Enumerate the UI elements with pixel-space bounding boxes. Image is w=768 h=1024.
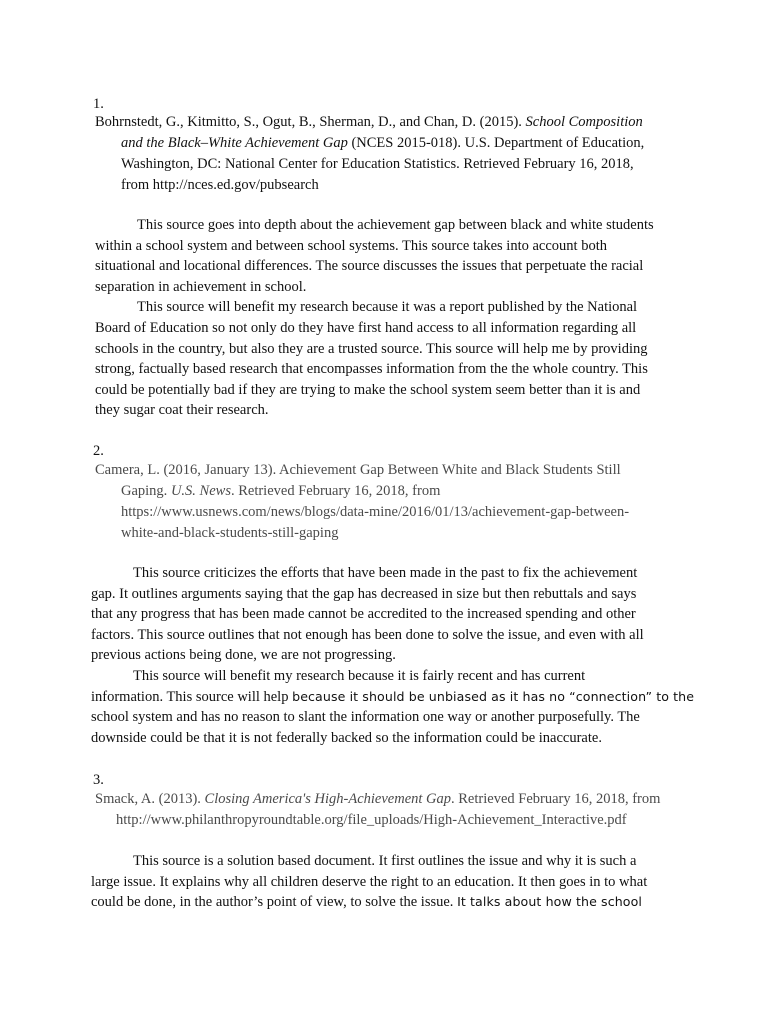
entry-number-3: 3.: [93, 772, 104, 788]
paragraph-line: schools in the country, but also they are a trusted source. This source will help me by providing: [95, 340, 648, 357]
citation-line: Camera, L. (2016, January 13). Achievement Gap Between White and Black Students Still: [95, 462, 621, 478]
paragraph-line: strong, factually based research that encompasses information from the the whole country. This: [95, 361, 648, 378]
paragraph-line: downside could be that it is not federally backed so the information could be inaccurate.: [91, 729, 602, 746]
citation-line: Bohrnstedt, G., Kitmitto, S., Ogut, B., Sherman, D., and Chan, D. (2015). School Composition: [95, 114, 643, 130]
entry-number-2: 2.: [93, 443, 104, 459]
citation-line: https://www.usnews.com/news/blogs/data-mine/2016/01/13/achievement-gap-between-: [121, 504, 630, 520]
summary-paragraph-1: [95, 215, 695, 421]
paragraph-line: Board of Education so not only do they have first hand access to all information regarding all: [95, 319, 637, 336]
citation-line: white-and-black-students-still-gaping: [121, 525, 339, 541]
paragraph-line: This source is a solution based document. It first outlines the issue and why it is such a: [133, 853, 637, 869]
paragraph-line: This source goes into depth about the achievement gap between black and white students: [137, 217, 654, 233]
paragraph-line: This source will benefit my research because it was a report published by the National: [137, 299, 638, 316]
paragraph-line: school system and has no reason to slant the information one way or another purposefully. The: [91, 709, 640, 726]
citation-1: [95, 112, 695, 196]
paragraph-line: situational and locational differences. The source discusses the issues that perpetuate the racial: [95, 258, 644, 275]
citation-3: [95, 789, 715, 831]
citation-2: [95, 460, 695, 544]
citation-line: Washington, DC: National Center for Education Statistics. Retrieved February 16, 2018,: [121, 156, 634, 172]
paragraph-line: This source criticizes the efforts that have been made in the past to fix the achievement: [133, 565, 638, 581]
citation-line: Smack, A. (2013). Closing America's High-Achievement Gap. Retrieved February 16, 2018, from: [95, 791, 661, 807]
paragraph-line: large issue. It explains why all children deserve the right to an education. It then goes in to what: [91, 873, 648, 890]
citation-line: from http://nces.ed.gov/pubsearch: [121, 177, 319, 193]
citation-line: http://www.philanthropyroundtable.org/file_uploads/High-Achievement_Interactive.pdf: [116, 812, 627, 828]
citation-line: Gaping. U.S. News. Retrieved February 16, 2018, from: [121, 483, 441, 499]
paragraph-line: could be potentially bad if they are trying to make the school system seem better than it is and: [95, 381, 641, 398]
citation-line: and the Black–White Achievement Gap (NCES 2015-018). U.S. Department of Education,: [121, 135, 645, 151]
paragraph-line: could be done, in the author’s point of view, to solve the issue. It talks about how the school: [91, 894, 643, 911]
paragraph-line: gap. It outlines arguments saying that the gap has decreased in size but then rebuttals and says: [91, 585, 637, 602]
paragraph-line: factors. This source outlines that not enough has been done to solve the issue, and even with all: [91, 626, 644, 643]
paragraph-line: previous actions being done, we are not progressing.: [91, 647, 396, 664]
paragraph-line: within a school system and between school systems. This source takes into account both: [95, 237, 607, 254]
summary-paragraph-3: [91, 851, 691, 913]
paragraph-line: that any progress that has been made cannot be accredited to the increased spending and other: [91, 606, 636, 623]
paragraph-line: This source will benefit my research because it is fairly recent and has current: [133, 667, 586, 684]
paragraph-line: information. This source will help because it should be unbiased as it has no “connection” to the: [91, 688, 695, 705]
summary-paragraph-2: [91, 563, 695, 748]
paragraph-line: separation in achievement in school.: [95, 278, 307, 295]
entry-number-1: 1.: [93, 96, 104, 112]
paragraph-line: they sugar coat their research.: [95, 402, 269, 419]
